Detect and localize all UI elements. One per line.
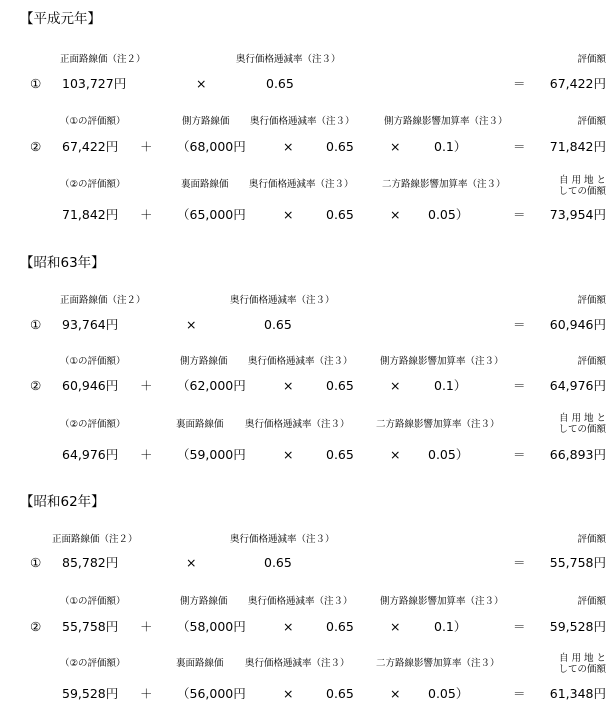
header-result: 評価額 (577, 54, 606, 65)
own-land-value: 73,954円 (549, 207, 606, 222)
side-road-rate-value: 0.1） (434, 378, 467, 393)
plus-operator: ＋ (140, 686, 153, 701)
header-own-land-value: 自 用 地 と しての価額 (558, 175, 606, 197)
road-price-value: （62,000円 (177, 378, 246, 393)
header-result: 評価額 (577, 356, 606, 367)
previous-value: 59,528円 (62, 686, 119, 701)
header-back-road-price: 裏面路線価 (176, 419, 224, 430)
plus-operator: ＋ (140, 207, 153, 222)
header-side-road-price: 側方路線価 (180, 356, 228, 367)
plus-operator: ＋ (140, 619, 153, 634)
header-side-road-rate: 側方路線影響加算率（注３） (380, 596, 504, 607)
equals-operator: ＝ (513, 317, 526, 332)
header-back-road-price: 裏面路線価 (181, 179, 229, 190)
two-way-road-rate-value: 0.05） (428, 207, 469, 222)
row-marker: ② (30, 619, 42, 634)
plus-operator: ＋ (140, 378, 153, 393)
row-marker: ② (30, 139, 42, 154)
plus-operator: ＋ (140, 139, 153, 154)
two-way-road-rate-value: 0.05） (428, 686, 469, 701)
row-marker: ① (30, 317, 42, 332)
header-back-road-price: 裏面路線価 (176, 658, 224, 669)
header-front-road-price: 正面路線価（注２） (60, 295, 146, 306)
header-previous-value: （①の評価額） (60, 356, 126, 367)
header-two-way-road-rate: 二方路線影響加算率（注３） (376, 419, 500, 430)
road-price-value: 85,782円 (62, 555, 119, 570)
depth-rate-value: 0.65 (326, 207, 354, 222)
depth-rate-value: 0.65 (326, 139, 354, 154)
side-road-rate-value: 0.1） (434, 619, 467, 634)
header-depth-rate: 奥行価格逓減率（注３） (245, 658, 350, 669)
depth-rate-value: 0.65 (326, 447, 354, 462)
side-road-rate-value: 0.1） (434, 139, 467, 154)
two-way-road-rate-value: 0.05） (428, 447, 469, 462)
times-operator: × (283, 139, 294, 154)
header-depth-rate: 奥行価格逓減率（注３） (230, 295, 335, 306)
times-operator: × (283, 619, 294, 634)
road-price-value: （56,000円 (177, 686, 246, 701)
header-front-road-price: 正面路線価（注２） (52, 534, 138, 545)
header-result: 評価額 (577, 534, 606, 545)
depth-rate-value: 0.65 (326, 619, 354, 634)
header-depth-rate: 奥行価格逓減率（注３） (249, 179, 354, 190)
times-operator: × (390, 447, 401, 462)
equals-operator: ＝ (513, 619, 526, 634)
header-side-road-rate: 側方路線影響加算率（注３） (380, 356, 504, 367)
result-value: 60,946円 (549, 317, 606, 332)
times-operator: × (390, 378, 401, 393)
header-depth-rate: 奥行価格逓減率（注３） (248, 356, 353, 367)
header-previous-value: （①の評価額） (60, 596, 126, 607)
road-price-value: （65,000円 (177, 207, 246, 222)
row-marker: ① (30, 76, 42, 91)
previous-value: 71,842円 (62, 207, 119, 222)
previous-value: 60,946円 (62, 378, 119, 393)
header-front-road-price: 正面路線価（注２） (60, 54, 146, 65)
times-operator: × (283, 447, 294, 462)
section-title: 【昭和63年】 (20, 255, 105, 271)
equals-operator: ＝ (513, 555, 526, 570)
road-price-value: （58,000円 (177, 619, 246, 634)
times-operator: × (283, 686, 294, 701)
equals-operator: ＝ (513, 686, 526, 701)
plus-operator: ＋ (140, 447, 153, 462)
row-marker: ① (30, 555, 42, 570)
header-depth-rate: 奥行価格逓減率（注３） (248, 596, 353, 607)
times-operator: × (390, 686, 401, 701)
section-title: 【昭和62年】 (20, 494, 105, 510)
depth-rate-value: 0.65 (264, 317, 292, 332)
header-depth-rate: 奥行価格逓減率（注３） (236, 54, 341, 65)
header-result: 評価額 (577, 116, 606, 127)
result-value: 55,758円 (549, 555, 606, 570)
equals-operator: ＝ (513, 378, 526, 393)
header-previous-value: （①の評価額） (60, 116, 126, 127)
header-previous-value: （②の評価額） (60, 419, 126, 430)
result-value: 64,976円 (549, 378, 606, 393)
previous-value: 67,422円 (62, 139, 119, 154)
times-operator: × (186, 317, 197, 332)
previous-value: 64,976円 (62, 447, 119, 462)
depth-rate-value: 0.65 (264, 555, 292, 570)
road-price-value: 93,764円 (62, 317, 119, 332)
result-value: 67,422円 (549, 76, 606, 91)
times-operator: × (283, 378, 294, 393)
header-depth-rate: 奥行価格逓減率（注３） (245, 419, 350, 430)
header-two-way-road-rate: 二方路線影響加算率（注３） (376, 658, 500, 669)
road-price-value: （68,000円 (177, 139, 246, 154)
road-price-value: （59,000円 (177, 447, 246, 462)
header-previous-value: （②の評価額） (60, 658, 126, 669)
result-value: 71,842円 (549, 139, 606, 154)
times-operator: × (196, 76, 207, 91)
times-operator: × (390, 139, 401, 154)
header-result: 評価額 (577, 295, 606, 306)
row-marker: ② (30, 378, 42, 393)
times-operator: × (390, 619, 401, 634)
header-two-way-road-rate: 二方路線影響加算率（注３） (382, 179, 506, 190)
header-depth-rate: 奥行価格逓減率（注３） (230, 534, 335, 545)
header-result: 評価額 (577, 596, 606, 607)
header-side-road-price: 側方路線価 (182, 116, 230, 127)
own-land-value: 66,893円 (549, 447, 606, 462)
header-side-road-rate: 側方路線影響加算率（注３） (384, 116, 508, 127)
equals-operator: ＝ (513, 447, 526, 462)
result-value: 59,528円 (549, 619, 606, 634)
depth-rate-value: 0.65 (326, 378, 354, 393)
header-depth-rate: 奥行価格逓減率（注３） (250, 116, 355, 127)
section-title: 【平成元年】 (20, 11, 101, 27)
depth-rate-value: 0.65 (326, 686, 354, 701)
previous-value: 55,758円 (62, 619, 119, 634)
equals-operator: ＝ (513, 139, 526, 154)
header-own-land-value: 自 用 地 と しての価額 (558, 653, 606, 675)
times-operator: × (186, 555, 197, 570)
header-own-land-value: 自 用 地 と しての価額 (558, 413, 606, 435)
header-side-road-price: 側方路線価 (180, 596, 228, 607)
road-price-value: 103,727円 (62, 76, 127, 91)
equals-operator: ＝ (513, 76, 526, 91)
own-land-value: 61,348円 (549, 686, 606, 701)
times-operator: × (390, 207, 401, 222)
depth-rate-value: 0.65 (266, 76, 294, 91)
times-operator: × (283, 207, 294, 222)
header-previous-value: （②の評価額） (60, 179, 126, 190)
equals-operator: ＝ (513, 207, 526, 222)
